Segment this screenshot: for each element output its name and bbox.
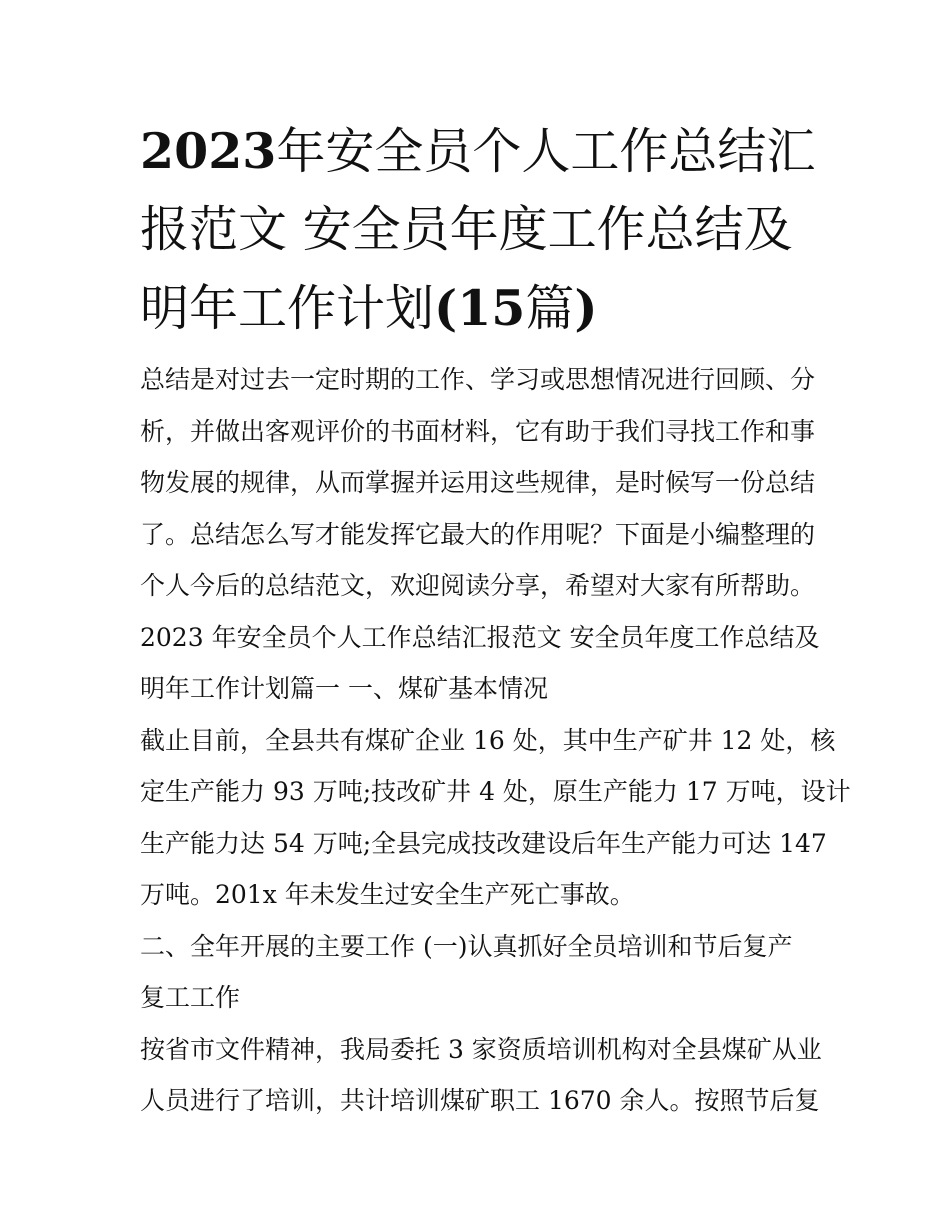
section-heading-line: 明年工作计划篇一 一、煤矿基本情况	[140, 674, 548, 703]
title-year: 2023	[140, 122, 277, 180]
title-line-3	[140, 269, 820, 348]
title-line-2: 报范文 安全员年度工作总结及	[140, 201, 793, 258]
section-heading-line: 复工工作	[140, 983, 241, 1012]
body-line: 了。总结怎么写才能发挥它最大的作用呢？下面是小编整理的	[140, 519, 816, 549]
body-line: 析，并做出客观评价的书面材料，它有助于我们寻找工作和事	[140, 416, 816, 446]
document-body	[140, 354, 851, 1127]
title-line-1	[140, 112, 820, 191]
title-line-1-text: 年安全员个人工作总结汇	[276, 123, 816, 180]
body-line: 生产能力达 54 万吨;全县完成技改建设后年生产能力可达 147	[140, 828, 827, 858]
title-close-paren: )	[574, 279, 598, 337]
title-count: (15	[434, 279, 526, 337]
section-heading-line: 二、全年开展的主要工作 (一)认真抓好全员培训和节后复产	[140, 931, 793, 961]
body-line: 物发展的规律，从而掌握并运用这些规律，是时候写一份总结	[140, 468, 816, 497]
title-count-unit: 篇	[525, 280, 575, 337]
body-line: 总结是对过去一定时期的工作、学习或思想情况进行回顾、分	[140, 365, 816, 394]
body-line: 定生产能力 93 万吨;技改矿井 4 处，原生产能力 17 万吨，设计	[140, 777, 851, 806]
body-line: 万吨。201x 年未发生过安全生产死亡事故。	[140, 880, 635, 909]
document-title	[140, 112, 820, 348]
body-line: 截止目前，全县共有煤矿企业 16 处，其中生产矿井 12 处，核	[140, 725, 836, 755]
title-line-3-text: 明年工作计划	[140, 280, 435, 337]
section-heading-line: 2023 年安全员个人工作总结汇报范文 安全员年度工作总结及	[140, 622, 820, 652]
body-line: 个人今后的总结范文，欢迎阅读分享，希望对大家有所帮助。	[140, 571, 816, 600]
body-line: 人员进行了培训，共计培训煤矿职工 1670 余人。按照节后复	[140, 1086, 820, 1115]
body-line: 按省市文件精神，我局委托 3 家资质培训机构对全县煤矿从业	[140, 1034, 822, 1064]
